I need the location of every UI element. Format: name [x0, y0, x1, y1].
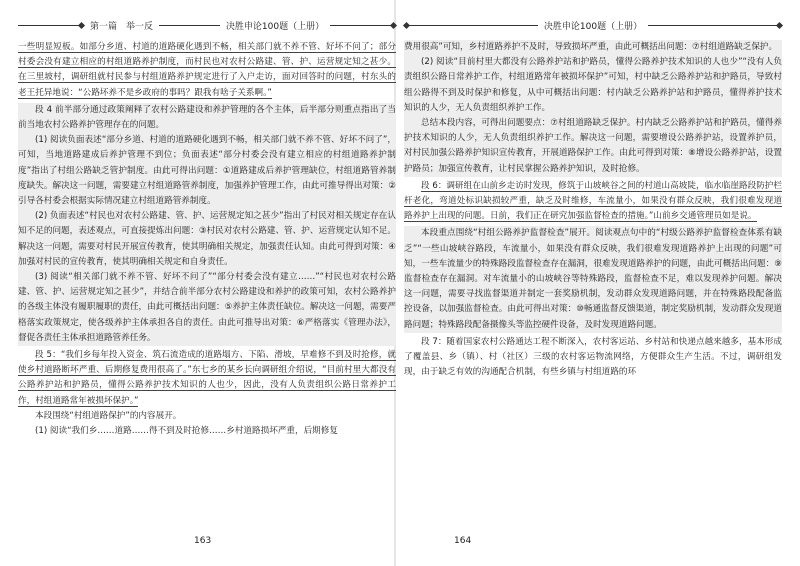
paragraph: 本段围绕“村组道路保护”的内容展开。: [35, 410, 182, 421]
running-header: [18, 18, 396, 32]
header-book-title: 决胜申论100题（上册）: [543, 21, 643, 32]
paragraph: (2) 阅读“目前村里大都没有公路养护站和护路员，懂得公路养护技术知识的人也少”“没有人负责组织公路日常养护工作，村组道路常年被损坏保护”可知，村中缺乏公路养护站和护路员，导致村组公路得不到及时保护和修复，从中可概括出问题：村内缺乏公路养护站和护路员，懂得养护技术知识的人少，无人负责组织养护工作。: [404, 55, 782, 116]
header-rule: [18, 25, 79, 26]
header-rule: [409, 25, 538, 26]
header-rule: [648, 25, 777, 26]
paragraph: (3) 阅读“相关部门就不养不管、好坏不问了”“部分村委会没有建立……”“村民也对农村公路建、管、护、运营规定知之甚少”，并结合前半部分农村公路建设和养护的政策可知，农村公路养护的各级主体没有履职履职的责任，由此可概括出问题：⑤养护主体责任缺位。解决这一问题，需要严格落实政策规定，使各级养护主体承担各自的责任。由此可推导出对策：⑥严格落实《管理办法》，督促各责任主体承担道路管养任务。: [18, 270, 396, 346]
underlined-text: 一些明显短板。如部分乡道、村道的道路硬化遇到不畅，相关部门就不养不管、好坏不问了；部分村委会没有建立相应的村组道路养护制度，而村民也对农村公路建、管、护、运营规定知之甚少。在三里坡村，调研组就村民参与村组道路养护规定进行了入户走访，面对回答时的问题，村东头的老王托异地说：“公路坏养不是乡政府的事吗？跟我有啥子关系啊。”: [18, 42, 396, 98]
page-number: 164: [454, 536, 472, 546]
paragraph: 总结本段内容，可得出问题要点：⑦村组道路缺乏保护。村内缺乏公路养护站和护路员，懂得养护技术知识的人少，无人负责组织养护工作。解决这一问题，需要增设公路养护站，设置养护员，对村民加强公路养护知识宣传教育，开展道路保护工作。由此可得到对策：⑧增设公路养护站，设置护路员；加强宣传教育，让村民掌握公路养护知识，及时抢修。: [404, 116, 782, 177]
header-rule: [159, 25, 220, 26]
paragraph: [18, 348, 396, 409]
paragraph: 费用很高”可知，乡村道路养护不及时，导致损坏严重，由此可概括出问题：⑦村组道路缺乏保护。: [404, 40, 782, 55]
paragraph: [18, 40, 396, 101]
right-page-body: [404, 40, 782, 380]
diamond-ornament-icon: [403, 21, 410, 28]
paragraph: 段 4 前半部分通过政策阐释了农村公路建设和养护管理的各个主体，后半部分则重点指出了当前当地农村公路养护管理存在的问题。: [18, 103, 396, 133]
paragraph: [404, 179, 782, 225]
header-section-title: 第一篇 举一反: [89, 21, 153, 32]
running-header: [404, 18, 782, 32]
paragraph: (2) 负面表述“村民也对农村公路建、管、护、运营规定知之甚少”指出了村民对相关规定存在认知不足的问题，表述观点，可直接提炼出问题：③村民对农村公路建、管、护、运营规定认知不足。解决这一问题，需要对村民开展宣传教育，使其明确相关规定，加强责任认知。由此可得到对策：④加强对村民的宣传教育，使其明确相关规定和自身责任。: [18, 209, 396, 270]
diamond-ornament-icon: [776, 21, 783, 28]
right-page: [404, 8, 782, 558]
paragraph: 段 7：随着国家农村公路通达工程不断深入，农村客运站、乡村站和快递点越来越多，基本形成了覆盖县、乡（镇）、村（社区）三级的农村客运物流网络，方便群众生产生活。不过，调研组发现，由于缺乏有效的沟通配合机制，有些乡镇与村组道路的环: [404, 336, 782, 378]
left-page: [18, 8, 396, 558]
header-rule: [330, 25, 391, 26]
header-book-title: 决胜申论100题（上册）: [225, 21, 325, 32]
left-page-body: [18, 40, 396, 439]
page-number: 163: [194, 536, 212, 546]
diamond-ornament-icon: [390, 21, 397, 28]
paragraph: 本段重点围绕“村组公路养护监督检查”展开。阅读观点句中的“村级公路养护监督检查体系有缺乏”“一些山坡峡谷路段，车流量小，如果没有群众反映，我们很难发现道路养护上出现的问题”可知，一些车流量少的特殊路段监督检查存在漏洞，很难发现道路养护的问题，由此可概括出问题：⑨监督检查存在漏洞。对车流量小的山坡峡谷等特殊路段，监督检查不足，难以发现养护问题。解决这一问题，需要寻找监督渠道并制定一套奖励机制，发动群众发现道路问题，并在特殊路段配备监控设备，以加强监督检查。由此可得出对策：⑩畅通监督反馈渠道，制定奖励机制，发动群众发现道路问题；特殊路段配备摄像头等监控硬件设备，及时发现道路问题。: [404, 226, 782, 332]
underlined-text: 段 5：“我们乡每年投入资金、筑石流造成的道路塌方、下陷、滑坡，早难修不到及时抢修，就使乡村道路断坏严重、后期修复费用很高了。”东七乡的某乡长向调研组介绍说，“目前村里大都没有公路养护站和护路员，懂得公路养护技术知识的人也少，因此，没有人负责组织公路日常养护工作，村组道路常年被损坏保护。”: [18, 350, 396, 406]
underlined-text: 段 6：调研组在山前乡走访时发现，修筑于山坡峡谷之间的村道山高坡陡，临水临崖路段防护栏杆老化，弯道处标识缺损较严重，缺乏及时维修，车流量小，如果没有群众反映，我们很难发现道路养护上出现的问题。日前，我们正在研究加强监督检查的措施。”山前乡交通管理员如是说。: [404, 180, 782, 222]
paragraph: (1) 阅读负面表述“部分乡道、村道的道路硬化遇到不畅，相关部门就不养不管、好坏不问了”，可知，当地道路建成后养护管理不到位；负面表述“部分村委会没有建立相应的村组道路养护制度”指出了村组公路缺乏管护制度。由此可得出问题：①道路建成后养护管理缺位，村组道路管养制度缺失。解决这一问题，需要建立村组道路管养制度，加强养护管理工作，由此可推导得出对策：②引导各村委会根据实际情况建立村组道路管养制度。: [18, 133, 396, 209]
paragraph: (1) 阅读“我们乡……道路……得不到及时抢修……乡村道路损坏严重，后期修复: [35, 426, 338, 437]
